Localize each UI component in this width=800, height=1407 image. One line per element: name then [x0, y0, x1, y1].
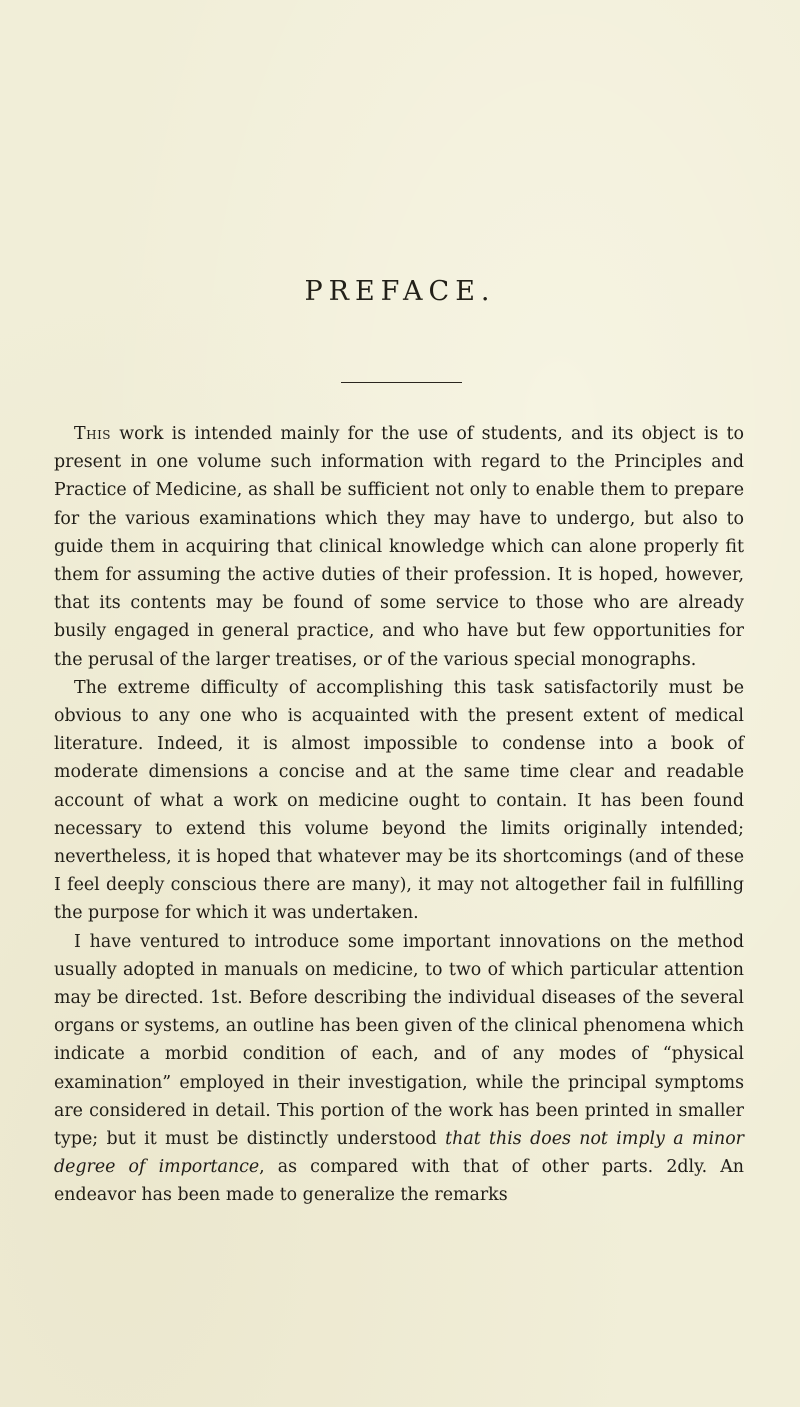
paragraph-3-text-after: , as compared with that of other parts. 2dly. An endeavor has been made to generalize the remarks [54, 1157, 744, 1206]
paragraph-1-text: work is intended mainly for the use of students, and its object is to present in one volume such information with regard to the Principles and Practice of Medicine, as shall be sufficient not only to enable them to prepare for the various examinations which they may have to undergo, but also to guide them in acquiring that clinical knowledge which can alone properly fit them for assuming the active duties of their profession. It is hoped, however, that its contents may be found of some service to those who are already busily engaged in general practice, and who have but few opportunities for the perusal of the larger treatises, or of the various special monographs. [54, 424, 744, 670]
paragraph-2-text: The extreme difficulty of accomplishing this task satisfactorily must be obvious to any one who is acquainted with the present extent of medical literature. Indeed, it is almost impossible to condense into a book of moderate dimensions a concise and at the same time clear and readable account of what a work on medicine ought to contain. It has been found necessary to extend this volume beyond the limits originally intended; nevertheless, it is hoped that whatever may be its shortcomings (and of these I feel deeply conscious there are many), it may not altogether fail in fulfilling the purpose for which it was undertaken. [54, 677, 744, 924]
paragraph-3-italic: that this does not imply a minor degree of importance [54, 1129, 744, 1178]
page-title: PREFACE. [304, 276, 496, 307]
preface-body [54, 420, 744, 1210]
paragraph-1 [54, 420, 744, 674]
paragraph-1-lead: This [74, 424, 112, 444]
paragraph-3-text-before: I have ventured to introduce some important innovations on the method usually adopted in manuals on medicine, to two of which particular attention may be directed. 1st. Before describing the individual diseases of the several organs or systems, an outline has been given of the clinical phenomena which indicate a morbid condition of each, and of any modes of “physical examination” employed in their investigation, while the principal symptoms are considered in detail. This portion of the work has been printed in smaller type; but it must be distinctly understood [54, 931, 744, 1150]
title-divider [341, 382, 462, 383]
paragraph-3 [54, 928, 744, 1210]
paragraph-2 [54, 674, 744, 928]
